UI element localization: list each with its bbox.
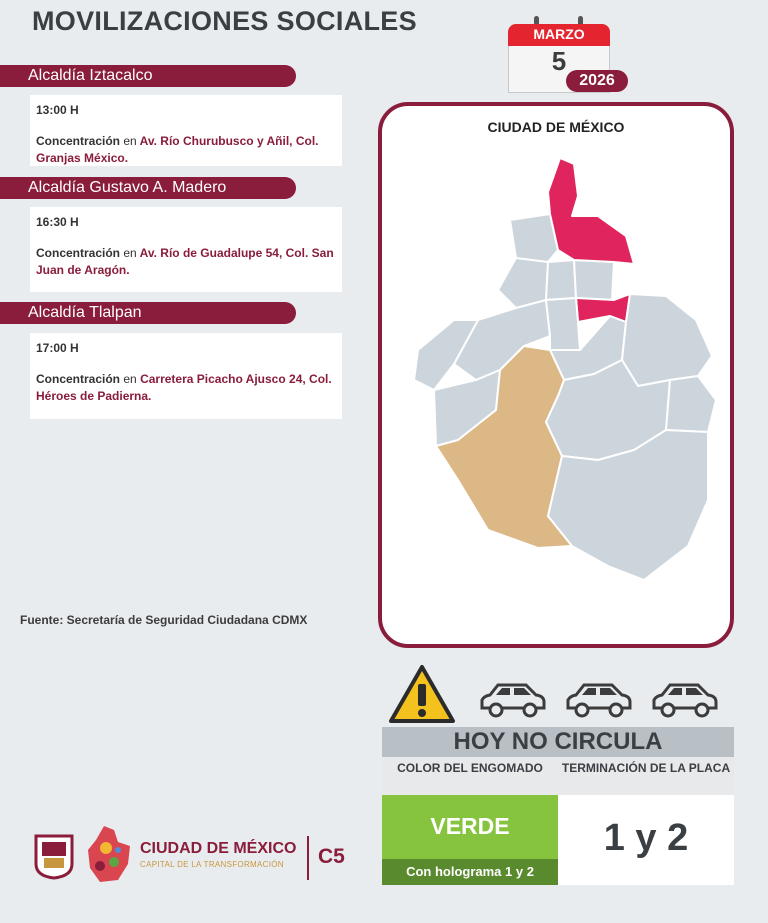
- map-region-benito-juarez: [546, 298, 580, 350]
- cdmx-map-logo-icon: [84, 824, 134, 886]
- calendar-day: 5: [508, 46, 610, 93]
- event-connector: en: [123, 246, 137, 260]
- warning-icon: [388, 664, 456, 724]
- event-type: Concentración: [36, 246, 121, 260]
- event-card: [30, 333, 342, 419]
- event-description: [36, 371, 336, 405]
- event-time: 17:00 H: [36, 341, 79, 355]
- sticker-color: VERDE: [430, 813, 510, 839]
- event-type: Concentración: [36, 134, 121, 148]
- brand-divider: [307, 836, 309, 880]
- event-time: 13:00 H: [36, 103, 79, 117]
- event-description: [36, 133, 336, 167]
- event-type: Concentración: [36, 372, 121, 386]
- cdmx-map: [398, 150, 718, 630]
- calendar-month: MARZO: [508, 24, 610, 46]
- alcaldia-header: Alcaldía Iztacalco: [0, 65, 296, 87]
- sticker-color-cell: [382, 795, 558, 885]
- event-card: [30, 207, 342, 292]
- car-icon: [650, 680, 720, 720]
- c5-logo: C5: [318, 845, 345, 868]
- plate-column-header: TERMINACIÓN DE LA PLACA: [558, 757, 734, 795]
- event-connector: en: [123, 372, 137, 386]
- map-region-cuauhtemoc: [546, 260, 576, 300]
- map-region-venustiano-carranza: [574, 260, 614, 300]
- plate-digits: 1 y 2: [558, 795, 734, 885]
- event-place: Av. Río Churubusco y Añil, Col. Granjas México.: [36, 134, 319, 165]
- hologram-note: Con holograma 1 y 2: [382, 859, 558, 885]
- calendar-year: 2026: [566, 70, 628, 92]
- event-place: Carretera Picacho Ajusco 24, Col. Héroes de Padierna.: [36, 372, 332, 403]
- page-title: MOVILIZACIONES SOCIALES: [32, 6, 417, 36]
- car-icon: [564, 680, 634, 720]
- brand-name: CIUDAD DE MÉXICO: [140, 840, 297, 857]
- map-panel: [378, 102, 734, 648]
- event-description: [36, 245, 336, 279]
- event-time: 16:30 H: [36, 215, 79, 229]
- map-title: CIUDAD DE MÉXICO: [487, 119, 625, 135]
- event-card: [30, 95, 342, 166]
- alcaldia-header: Alcaldía Tlalpan: [0, 302, 296, 324]
- color-column-header: COLOR DEL ENGOMADO: [382, 757, 558, 795]
- brand-tagline: CAPITAL DE LA TRANSFORMACIÓN: [140, 860, 284, 869]
- map-region-iztapalapa: [622, 294, 712, 386]
- hoy-no-circula-title: HOY NO CIRCULA: [382, 727, 734, 757]
- alcaldia-header: Alcaldía Gustavo A. Madero: [0, 177, 296, 199]
- source-note: Fuente: Secretaría de Seguridad Ciudadana CDMX: [20, 613, 308, 627]
- event-connector: en: [123, 134, 137, 148]
- map-region-tlahuac: [666, 376, 716, 432]
- brand-block: [140, 840, 296, 869]
- car-icon: [478, 680, 548, 720]
- map-region-gustavo-a-madero: [548, 158, 634, 264]
- event-place: Av. Río de Guadalupe 54, Col. San Juan de Aragón.: [36, 246, 334, 277]
- cdmx-shield-icon: [34, 834, 74, 880]
